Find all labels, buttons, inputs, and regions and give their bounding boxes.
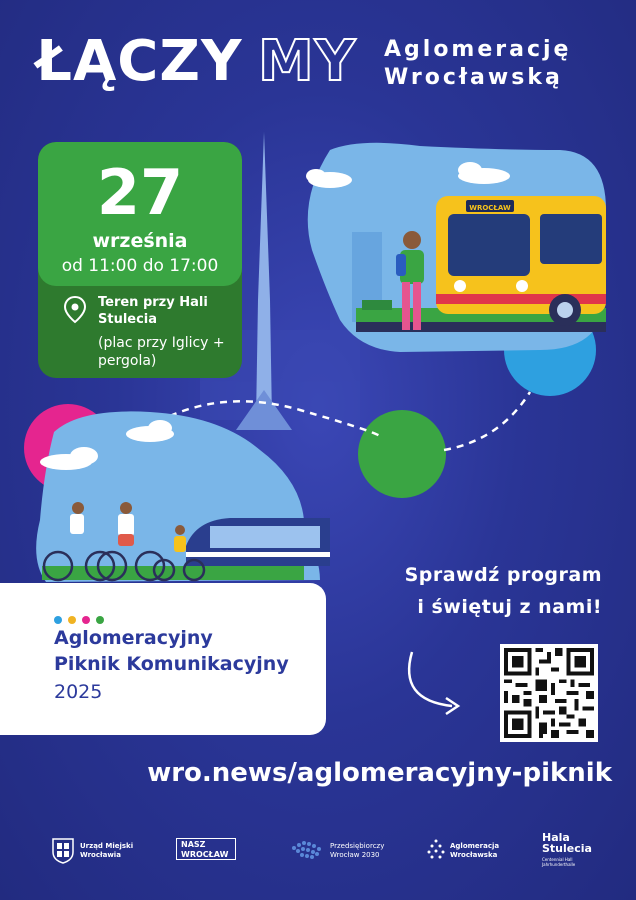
info-title-line1: Aglomeracyjny bbox=[54, 627, 213, 649]
logo1-line1: Urząd Miejski bbox=[80, 842, 134, 850]
event-date-card bbox=[38, 142, 242, 378]
event-url[interactable]: wro.news/aglomeracyjny-piknik bbox=[147, 758, 612, 788]
logo3-line1: Przedsiębiorczy bbox=[330, 842, 385, 850]
logo1-line2: Wrocławia bbox=[80, 851, 121, 859]
info-year: 2025 bbox=[54, 681, 103, 703]
partner-logos bbox=[0, 828, 636, 878]
logo2-line2: WROCŁAW bbox=[181, 850, 229, 859]
dot-yellow bbox=[68, 616, 76, 624]
dots-map-icon bbox=[290, 838, 326, 862]
subtitle-line1: Aglomerację bbox=[384, 37, 572, 62]
coat-of-arms-icon bbox=[52, 838, 74, 864]
curved-arrow bbox=[409, 652, 452, 706]
logo2-line1: NASZ bbox=[181, 840, 206, 849]
logo5-line3: Centennial Hall bbox=[542, 857, 573, 862]
info-card bbox=[0, 583, 326, 735]
dot-green bbox=[96, 616, 104, 624]
aglomeracja-logo-icon bbox=[426, 838, 446, 862]
title-solid: ŁĄCZY bbox=[36, 29, 243, 94]
title-outline: MY bbox=[258, 29, 357, 94]
tram bbox=[186, 518, 330, 566]
logo5-line2: Stulecia bbox=[542, 842, 592, 855]
nasz-wroclaw-logo bbox=[176, 838, 236, 860]
dot-magenta bbox=[82, 616, 90, 624]
cta-line2: i świętuj z nami! bbox=[417, 596, 602, 618]
subtitle-line2: Wrocławską bbox=[384, 65, 563, 90]
color-dots bbox=[54, 609, 110, 628]
info-title-line2: Piknik Komunikacyjny bbox=[54, 653, 289, 675]
yellow-bus bbox=[436, 196, 606, 326]
logo4-line2: Wrocławska bbox=[450, 851, 498, 859]
iglica-spire bbox=[256, 132, 272, 420]
cta-line1: Sprawdź program bbox=[404, 564, 602, 586]
event-hours: od 11:00 do 17:00 bbox=[61, 256, 219, 276]
dashed-route-2 bbox=[444, 392, 530, 450]
location-pin-icon bbox=[64, 296, 86, 324]
logo3-line2: Wrocław 2030 bbox=[330, 851, 380, 859]
event-month: września bbox=[92, 230, 188, 252]
logo5-line4: Jahrhunderthalle bbox=[542, 862, 576, 867]
qr-code[interactable] bbox=[500, 644, 598, 742]
event-place: Teren przy Hali Stulecia bbox=[98, 295, 208, 327]
green-circle bbox=[358, 410, 446, 498]
event-place-detail: (plac przy Iglicy + pergola) bbox=[98, 335, 225, 369]
logo5-line1: Hala bbox=[542, 831, 570, 844]
date-panel bbox=[38, 142, 242, 286]
bus-sign: WROCŁAW bbox=[469, 204, 511, 212]
logo4-line1: Aglomeracja bbox=[450, 842, 500, 850]
dot-blue bbox=[54, 616, 62, 624]
event-day: 27 bbox=[96, 156, 184, 229]
